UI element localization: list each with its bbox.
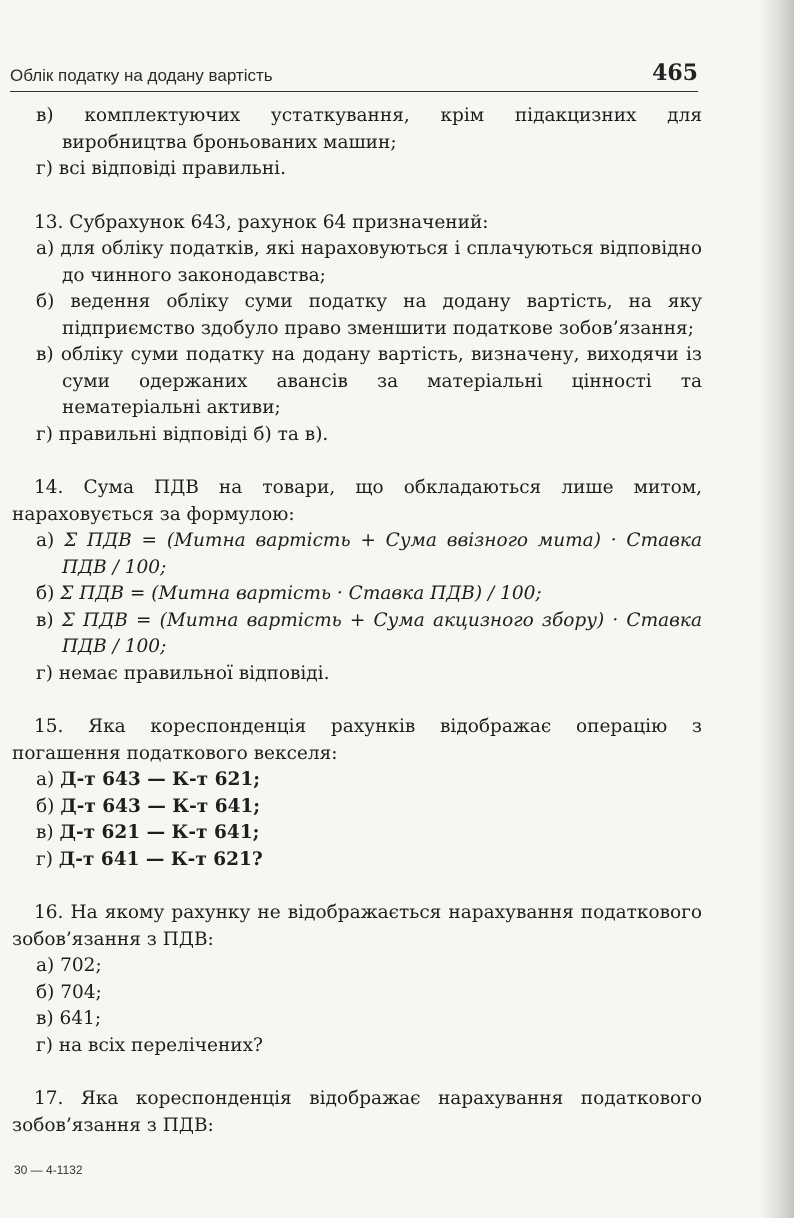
question-17 — [12, 1086, 702, 1139]
answer-option: в) 641; — [36, 1008, 102, 1029]
answer-option — [12, 820, 702, 847]
question-14 — [12, 475, 702, 687]
answer-option — [12, 767, 702, 794]
answer-option: г) всі відповіді правильні. — [36, 158, 286, 179]
formula: Σ ПДВ = (Митна вартість + Сума акцизного збору) · Ставка ПДВ / 100; — [61, 609, 702, 657]
signature-code: 30 — 4-1132 — [14, 1163, 83, 1177]
answer-option — [12, 581, 702, 608]
answer-option: а) 702; — [36, 955, 102, 976]
question-text: 16. На якому рахунку не відображається нарахування податкового зобов’язання з ПДВ: — [12, 902, 702, 950]
answer-option: в) комплектуючих устаткування, крім підакцизних для виробництва броньованих машин; — [36, 105, 702, 153]
formula: Σ ПДВ = (Митна вартість + Сума ввізного мита) · Ставка ПДВ / 100; — [62, 530, 702, 578]
answer-option: г) правильні відповіді б) та в). — [36, 423, 329, 445]
option-letter: в) — [36, 609, 62, 631]
page-edge-shadow — [760, 0, 794, 1218]
option-letter: г) — [36, 848, 59, 870]
answer-option: б) 704; — [36, 981, 102, 1003]
option-letter: б) — [36, 795, 61, 817]
answer-option: в) обліку суми податку на додану вартість, визначену, виходячи із суми одержаних авансів за матеріальні цінності та нематеріальні активи; — [36, 344, 702, 418]
running-header — [10, 58, 698, 90]
question-text: 14. Сума ПДВ на товари, що обкладаються лише митом, нараховується за формулою: — [12, 477, 702, 525]
header-rule — [10, 91, 698, 92]
answer-option — [12, 528, 702, 581]
page-number: 465 — [652, 60, 698, 86]
question-15 — [12, 714, 702, 873]
answer-option: б) ведення обліку суми податку на додану вартість, на яку підприємство здобуло право зменшити податкове зобов’язання; — [36, 291, 702, 339]
answer-option: г) на всіх перелічених? — [36, 1034, 263, 1056]
answer-option — [12, 847, 702, 874]
answer-option: г) немає правильної відповіді. — [36, 662, 330, 684]
answer-option — [12, 608, 702, 661]
option-letter: а) — [36, 530, 65, 551]
option-letter: а) — [36, 769, 61, 790]
account-entry: Д-т 643 — К-т 621; — [60, 769, 261, 790]
option-letter: в) — [36, 822, 60, 843]
question-16 — [12, 900, 702, 1059]
chapter-title: Облік податку на додану вартість — [10, 66, 273, 85]
account-entry: Д-т 641 — К-т 621? — [58, 848, 263, 870]
question-text: 13. Субрахунок 643, рахунок 64 призначений: — [34, 211, 489, 233]
account-entry: Д-т 621 — К-т 641; — [59, 822, 260, 843]
option-letter: б) — [36, 583, 61, 604]
question-text: 17. Яка кореспонденція відображає нарахування податкового зобов’язання з ПДВ: — [12, 1088, 702, 1136]
question-13 — [12, 210, 702, 449]
account-entry: Д-т 643 — К-т 641; — [60, 795, 261, 817]
page-body — [12, 103, 702, 1139]
question-text: 15. Яка кореспонденція рахунків відображає операцію з погашення податкового векселя: — [12, 716, 702, 764]
answer-option — [12, 794, 702, 821]
formula: Σ ПДВ = (Митна вартість · Ставка ПДВ) / 100; — [60, 583, 542, 604]
answer-option: а) для обліку податків, які нараховуються і сплачуються відповідно до чинного законодавства; — [36, 238, 702, 286]
question-12-continuation — [12, 103, 702, 183]
